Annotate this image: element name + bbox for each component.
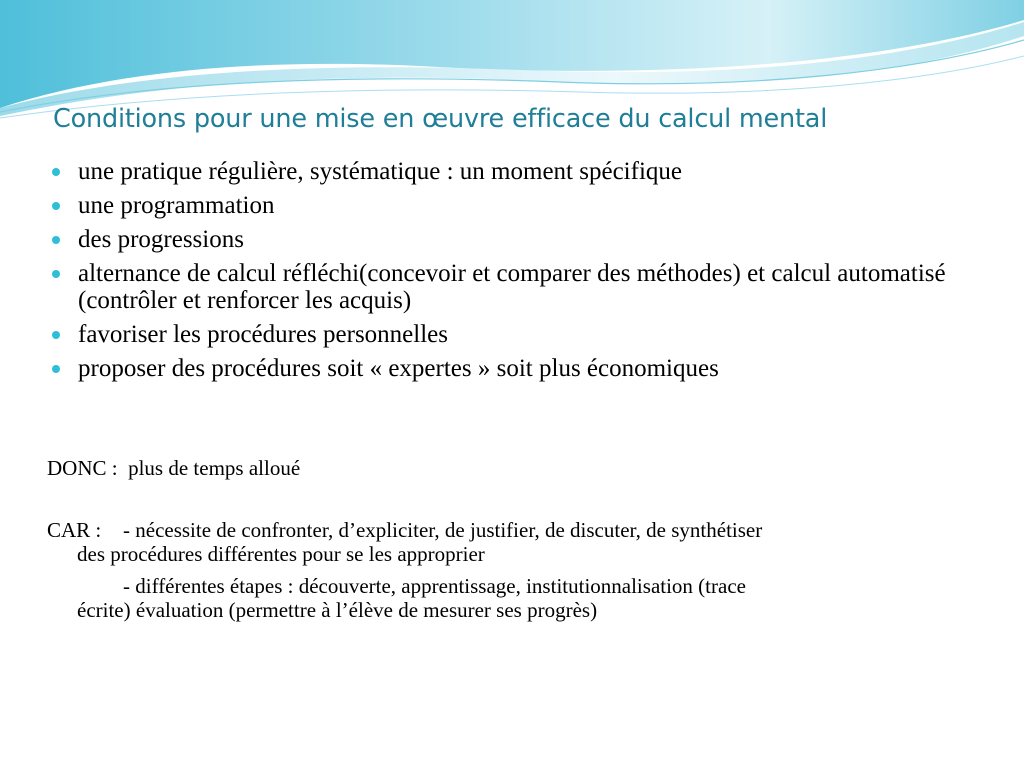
- bullet-dot-icon: [52, 236, 60, 244]
- car-first-continuation: des procédures différentes pour se les approprier: [77, 542, 485, 566]
- list-item-text: alternance de calcul réfléchi(concevoir et comparer des méthodes) et calcul automatisé (contrôler et renforcer les acquis): [78, 260, 946, 314]
- list-item-text: une programmation: [78, 192, 275, 219]
- bullet-dot-icon: [52, 331, 60, 339]
- car-second-text: - différentes étapes : découverte, apprentissage, institutionnalisation (trace: [123, 574, 746, 598]
- list-item-text: proposer des procédures soit « expertes » soit plus économiques: [78, 355, 719, 382]
- car-paragraph: [47, 518, 967, 622]
- car-first-line: [47, 518, 967, 542]
- slide-title: Conditions pour une mise en œuvre efficace du calcul mental: [53, 104, 828, 134]
- bullet-dot-icon: [52, 270, 60, 278]
- donc-text: plus de temps alloué: [128, 456, 301, 480]
- donc-label: DONC :: [47, 456, 118, 480]
- list-item: [52, 321, 952, 348]
- bullet-dot-icon: [52, 365, 60, 373]
- car-second-line: [47, 574, 967, 598]
- list-item: [52, 260, 952, 314]
- car-first-text: - nécessite de confronter, d’expliciter, de justifier, de discuter, de synthétiser: [123, 518, 763, 542]
- list-item: [52, 226, 952, 253]
- bullet-list: [52, 158, 952, 389]
- list-item-text: une pratique régulière, systématique : un moment spécifique: [78, 158, 682, 185]
- list-item: [52, 355, 952, 382]
- list-item: [52, 192, 952, 219]
- donc-paragraph: [47, 456, 967, 480]
- bullet-dot-icon: [52, 168, 60, 176]
- car-second-continuation: écrite) évaluation (permettre à l’élève de mesurer ses progrès): [77, 598, 598, 622]
- bullet-dot-icon: [52, 202, 60, 210]
- list-item: [52, 158, 952, 185]
- car-label: CAR :: [47, 518, 102, 542]
- list-item-text: favoriser les procédures personnelles: [78, 321, 448, 348]
- list-item-text: des progressions: [78, 226, 244, 253]
